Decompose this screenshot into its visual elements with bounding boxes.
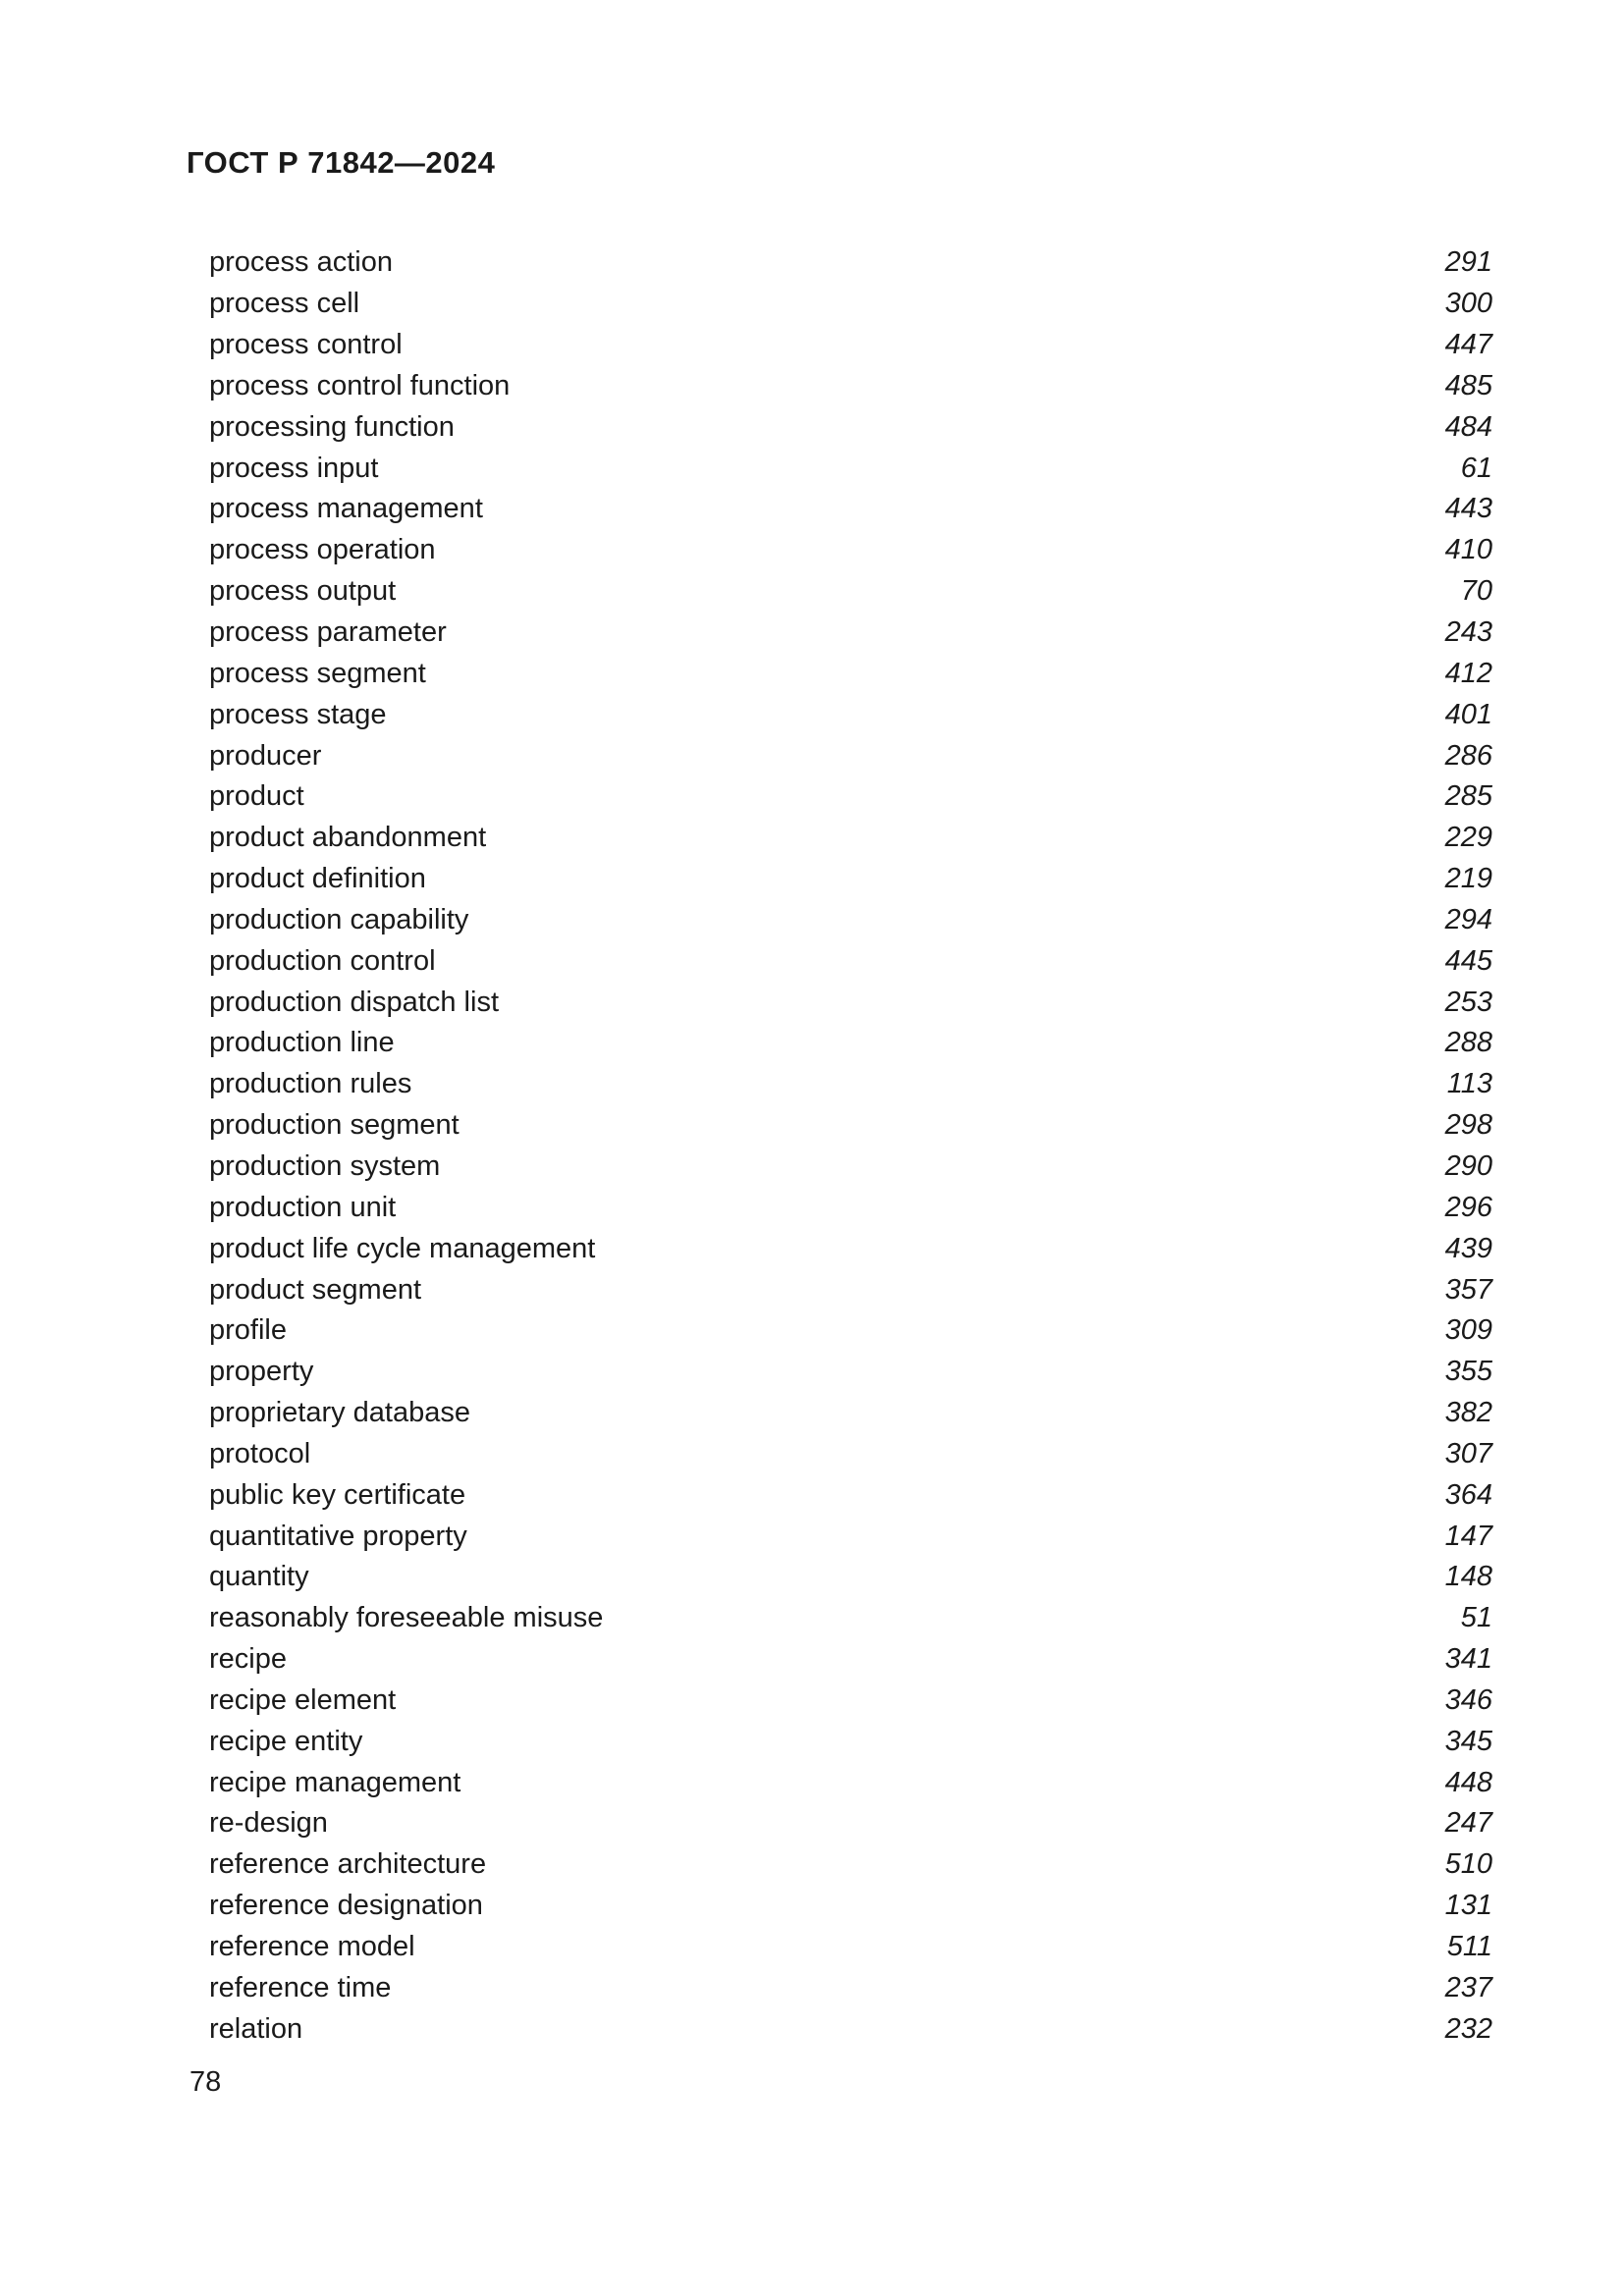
index-row [209, 1474, 1492, 1516]
index-row [209, 284, 1492, 325]
index-page-ref: 219 [1444, 863, 1492, 895]
index-term: process input [209, 452, 379, 484]
index-row [209, 1886, 1492, 1927]
index-term: production capability [209, 903, 469, 935]
index-term: product [209, 780, 304, 813]
index-page-ref: 232 [1444, 2012, 1492, 2045]
index-page-ref: 300 [1444, 288, 1492, 320]
index-row [209, 1352, 1492, 1393]
index-page-ref: 298 [1444, 1109, 1492, 1142]
index-row [209, 1681, 1492, 1722]
index-term: process operation [209, 534, 436, 566]
index-term: production segment [209, 1109, 460, 1142]
index-term: recipe element [209, 1683, 397, 1716]
index-term: process parameter [209, 616, 447, 649]
index-page-ref: 237 [1444, 1971, 1492, 2003]
index-page-ref: 439 [1444, 1232, 1492, 1264]
index-term: reference designation [209, 1890, 483, 1922]
index-term: production system [209, 1149, 441, 1182]
index-page-ref: 51 [1460, 1602, 1492, 1634]
index-row [209, 694, 1492, 735]
index-row [209, 325, 1492, 366]
index-page-ref: 445 [1444, 944, 1492, 977]
index-row [209, 1639, 1492, 1681]
index-page-ref: 229 [1444, 822, 1492, 854]
index-row [209, 406, 1492, 448]
index-page-ref: 286 [1444, 739, 1492, 772]
index-page-ref: 448 [1444, 1766, 1492, 1798]
index-page-ref: 148 [1444, 1561, 1492, 1593]
index-row [209, 1187, 1492, 1228]
index-term: property [209, 1356, 314, 1388]
index-term: production line [209, 1027, 395, 1059]
index-row [209, 366, 1492, 407]
index-page-ref: 243 [1444, 616, 1492, 649]
index-term: product abandonment [209, 822, 487, 854]
index-row [209, 242, 1492, 284]
index-term: process management [209, 493, 483, 525]
index-page-ref: 511 [1446, 1931, 1492, 1963]
index-row [209, 1762, 1492, 1803]
index-page-ref: 247 [1444, 1807, 1492, 1840]
index-term: reasonably foreseeable misuse [209, 1602, 604, 1634]
index-row [209, 613, 1492, 654]
index-page-ref: 290 [1444, 1149, 1492, 1182]
index-page-ref: 401 [1444, 698, 1492, 730]
index-page-ref: 410 [1444, 534, 1492, 566]
index-page-ref: 341 [1444, 1643, 1492, 1676]
index-term: protocol [209, 1437, 311, 1469]
index-term: process action [209, 246, 393, 279]
page-number: 78 [189, 2066, 222, 2098]
index-row [209, 1393, 1492, 1434]
index-row [209, 776, 1492, 818]
index-page-ref: 285 [1444, 780, 1492, 813]
index-row [209, 571, 1492, 613]
index-page-ref: 443 [1444, 493, 1492, 525]
index-term: recipe entity [209, 1725, 363, 1757]
index-page-ref: 484 [1444, 410, 1492, 443]
index-term: process cell [209, 288, 360, 320]
index-row [209, 1269, 1492, 1310]
index-page-ref: 447 [1444, 329, 1492, 361]
index-row [209, 1433, 1492, 1474]
index-page-ref: 307 [1444, 1437, 1492, 1469]
index-term: process segment [209, 657, 426, 689]
index-term: recipe management [209, 1766, 461, 1798]
index-term: relation [209, 2012, 303, 2045]
document-title: ГОСТ Р 71842—2024 [187, 145, 496, 180]
index-page-ref: 288 [1444, 1027, 1492, 1059]
index-term: reference architecture [209, 1848, 487, 1881]
index-page-ref: 296 [1444, 1191, 1492, 1223]
index-row [209, 530, 1492, 571]
index-row [209, 1516, 1492, 1557]
index-page-ref: 485 [1444, 369, 1492, 401]
index-row [209, 859, 1492, 900]
index-list [209, 242, 1492, 2050]
index-page-ref: 70 [1460, 575, 1492, 608]
index-term: process control [209, 329, 403, 361]
index-row [209, 1927, 1492, 1968]
index-row [209, 1557, 1492, 1598]
index-term: producer [209, 739, 322, 772]
index-row [209, 1803, 1492, 1844]
index-page-ref: 357 [1444, 1273, 1492, 1306]
index-row [209, 982, 1492, 1023]
index-term: reference time [209, 1971, 392, 2003]
index-term: process control function [209, 369, 511, 401]
index-page-ref: 131 [1444, 1890, 1492, 1922]
index-term: recipe [209, 1643, 287, 1676]
index-term: production dispatch list [209, 986, 499, 1018]
index-term: quantity [209, 1561, 309, 1593]
index-row [209, 900, 1492, 941]
index-term: proprietary database [209, 1397, 470, 1429]
index-row [209, 1967, 1492, 2008]
index-row [209, 653, 1492, 694]
index-row [209, 1023, 1492, 1064]
index-row [209, 1844, 1492, 1886]
index-page-ref: 294 [1444, 903, 1492, 935]
index-row [209, 2008, 1492, 2050]
index-page-ref: 345 [1444, 1725, 1492, 1757]
index-page-ref: 355 [1444, 1356, 1492, 1388]
index-page-ref: 147 [1444, 1520, 1492, 1552]
index-term: process output [209, 575, 397, 608]
index-page-ref: 291 [1444, 246, 1492, 279]
index-term: product life cycle management [209, 1232, 596, 1264]
index-page-ref: 113 [1446, 1068, 1492, 1100]
index-term: quantitative property [209, 1520, 467, 1552]
index-row [209, 1064, 1492, 1105]
index-row [209, 1105, 1492, 1147]
index-term: process stage [209, 698, 387, 730]
index-row [209, 940, 1492, 982]
index-term: product definition [209, 863, 426, 895]
index-page-ref: 309 [1444, 1314, 1492, 1347]
index-page-ref: 510 [1444, 1848, 1492, 1881]
index-term: public key certificate [209, 1478, 466, 1511]
index-row [209, 1310, 1492, 1352]
index-row [209, 1147, 1492, 1188]
index-page-ref: 346 [1444, 1683, 1492, 1716]
index-term: production rules [209, 1068, 412, 1100]
document-header [187, 145, 495, 181]
index-page-ref: 364 [1444, 1478, 1492, 1511]
index-row [209, 735, 1492, 776]
document-footer [189, 2066, 221, 2099]
index-row [209, 448, 1492, 489]
index-row [209, 1228, 1492, 1269]
index-term: product segment [209, 1273, 422, 1306]
index-term: production control [209, 944, 436, 977]
index-term: profile [209, 1314, 287, 1347]
index-term: re-design [209, 1807, 328, 1840]
index-term: processing function [209, 410, 455, 443]
index-page-ref: 412 [1444, 657, 1492, 689]
index-row [209, 818, 1492, 859]
index-row [209, 1598, 1492, 1639]
index-row [209, 489, 1492, 530]
index-term: reference model [209, 1931, 415, 1963]
index-page-ref: 382 [1444, 1397, 1492, 1429]
index-term: production unit [209, 1191, 397, 1223]
index-page-ref: 61 [1460, 452, 1492, 484]
index-page-ref: 253 [1444, 986, 1492, 1018]
index-row [209, 1721, 1492, 1762]
